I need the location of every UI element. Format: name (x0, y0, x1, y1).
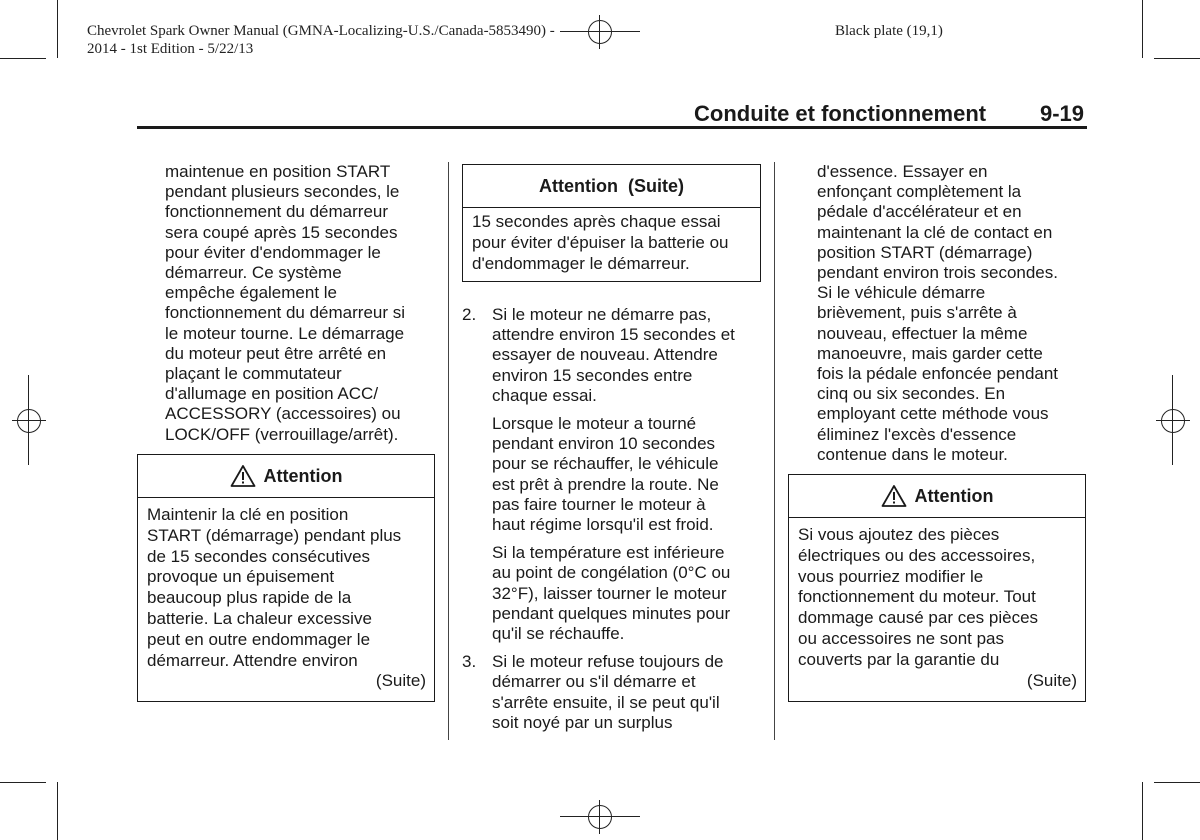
text-line: Lorsque le moteur a tourné (492, 414, 697, 434)
text-line: ACCESSORY (accessoires) ou (165, 404, 401, 424)
text-line: ou accessoires ne sont pas (798, 628, 1005, 648)
column-3-paragraph (817, 162, 1085, 465)
numbered-steps (462, 305, 762, 733)
text-line: position START (démarrage) (817, 242, 1033, 262)
text-line: nouveau, effectuer la même (817, 323, 1028, 343)
text-line: pour éviter d'épuiser la batterie ou (472, 232, 729, 252)
step-number: 2. (462, 305, 477, 324)
text-line: contenue dans le moteur. (817, 444, 1008, 464)
text-line: sera coupé après 15 secondes (165, 222, 398, 242)
crop-mark (57, 782, 58, 840)
text-line: du moteur peut être arrêté en (165, 343, 387, 363)
text-line: START (démarrage) pendant plus (147, 525, 402, 545)
print-metadata-line1: Chevrolet Spark Owner Manual (GMNA-Localizing-U.S./Canada-5853490) - (87, 23, 555, 39)
text-line: éliminez l'excès d'essence (817, 424, 1017, 444)
registration-mark-icon (12, 404, 46, 438)
attention-notice-box (137, 454, 435, 702)
notice-heading (789, 475, 1085, 518)
page-number: 9-19 (1040, 101, 1085, 126)
text-line: démarreur. Ce système (165, 263, 342, 283)
crop-mark (1154, 782, 1200, 783)
text-line: 15 secondes après chaque essai (472, 212, 721, 231)
text-line: au point de congélation (0°C ou (492, 563, 731, 583)
text-line: d'essence. Essayer en (817, 162, 988, 181)
text-line: maintenue en position START (165, 162, 391, 181)
text-line: peut en outre endommager le (147, 629, 371, 649)
continued-label: (Suite) (375, 671, 426, 691)
text-line: pendant environ 10 secondes (492, 434, 716, 454)
text-line: batterie. La chaleur excessive (147, 608, 372, 628)
notice-heading-label: Attention (263, 465, 343, 486)
text-line: 32°F), laisser tourner le moteur (492, 583, 727, 603)
text-line: fois la pédale enfoncée pendant (817, 364, 1059, 384)
text-line: Si le moteur ne démarre pas, (492, 305, 712, 324)
text-line: provoque un épuisement (147, 567, 335, 587)
text-line: démarrer ou s'il démarre et (492, 672, 696, 692)
text-line: Si la température est inférieure (492, 543, 725, 563)
text-line: de 15 secondes consécutives (147, 546, 371, 566)
notice-heading-label: Attention (914, 485, 994, 506)
text-line: Maintenir la clé en position (147, 505, 349, 524)
crop-mark (560, 31, 640, 32)
notice-body (138, 498, 434, 698)
crop-mark (1154, 58, 1200, 59)
crop-mark (57, 0, 58, 58)
text-line: empêche également le (165, 283, 338, 303)
notice-body (789, 518, 1085, 697)
text-line: essayer de nouveau. Attendre (492, 345, 718, 365)
registration-mark-icon (1156, 404, 1190, 438)
step-item (462, 305, 762, 406)
plate-label: Black plate (19,1) (835, 23, 943, 39)
crop-mark (1172, 375, 1173, 465)
warning-triangle-icon (230, 464, 256, 488)
text-line: maintenant la clé de contact en (817, 222, 1053, 242)
step-number: 3. (462, 652, 477, 672)
text-line: haut régime lorsqu'il est froid. (492, 515, 714, 535)
text-line: brièvement, puis s'arrête à (817, 303, 1017, 323)
warning-triangle-icon (881, 484, 907, 508)
text-line: pas faire tourner le moteur à (492, 494, 706, 514)
text-line: plaçant le commutateur (165, 364, 342, 384)
text-line: pendant quelques minutes pour (492, 603, 731, 623)
print-metadata-line2: 2014 - 1st Edition - 5/22/13 (87, 41, 254, 57)
print-metadata (87, 22, 555, 58)
text-line: cinq ou six secondes. En (817, 384, 1006, 404)
crop-mark (0, 58, 46, 59)
crop-mark (1142, 0, 1143, 58)
text-line: pendant environ trois secondes. (817, 263, 1058, 283)
text-line: chaque essai. (492, 385, 597, 405)
text-line: électriques ou des accessoires, (798, 545, 1036, 565)
step-item (462, 652, 762, 733)
text-line: fonctionnement du moteur. Tout (798, 587, 1036, 607)
text-line: dommage causé par ces pièces (798, 608, 1039, 628)
text-line: Si le véhicule démarre (817, 283, 986, 303)
column-1-paragraph (165, 162, 430, 445)
text-line: attendre environ 15 secondes et (492, 325, 735, 345)
step-subparagraph (492, 543, 762, 644)
notice-heading (463, 165, 760, 208)
attention-continued-box (462, 164, 761, 282)
column-divider (448, 162, 449, 740)
text-line: fonctionnement du démarreur (165, 202, 389, 222)
crop-mark (0, 782, 46, 783)
notice-body (463, 208, 760, 280)
registration-mark-icon (583, 800, 617, 834)
section-title: Conduite et fonctionnement (694, 101, 987, 126)
column-divider (774, 162, 775, 740)
text-line: couverts par la garantie du (798, 649, 1000, 669)
text-line: pédale d'accélérateur et en (817, 202, 1022, 222)
text-line: enfonçant complètement la (817, 182, 1022, 202)
text-line: pendant plusieurs secondes, le (165, 182, 400, 202)
text-line: vous pourriez modifier le (798, 566, 984, 586)
attention-notice-box (788, 474, 1086, 702)
header-rule (137, 126, 1087, 129)
text-line: d'allumage en position ACC/ (165, 384, 379, 404)
crop-mark (28, 375, 29, 465)
text-line: pour éviter d'endommager le (165, 242, 381, 262)
text-line: est prêt à prendre la route. Ne (492, 474, 719, 494)
text-line: démarreur. Attendre environ (147, 650, 358, 670)
text-line: Si le moteur refuse toujours de (492, 652, 724, 672)
text-line: soit noyé par un surplus (492, 712, 673, 732)
text-line: environ 15 secondes entre (492, 365, 693, 385)
text-line: manoeuvre, mais garder cette (817, 343, 1043, 363)
step-text (492, 305, 762, 406)
text-line: fonctionnement du démarreur si (165, 303, 406, 323)
text-line: s'arrête ensuite, il se peut qu'il (492, 692, 720, 712)
text-line: employant cette méthode vous (817, 404, 1049, 424)
step-text (492, 652, 762, 733)
notice-heading (138, 455, 434, 498)
text-line: LOCK/OFF (verrouillage/arrêt). (165, 424, 399, 444)
notice-heading-label: Attention (Suite) (539, 175, 684, 196)
step-subparagraph (492, 414, 762, 535)
text-line: qu'il se réchauffe. (492, 624, 625, 644)
text-line: pour se réchauffer, le véhicule (492, 454, 719, 474)
text-line: beaucoup plus rapide de la (147, 588, 352, 608)
text-line: d'endommager le démarreur. (472, 253, 690, 273)
text-line: Si vous ajoutez des pièces (798, 525, 1000, 544)
registration-mark-icon (583, 15, 617, 49)
crop-mark (560, 816, 640, 817)
text-line: le moteur tourne. Le démarrage (165, 323, 405, 343)
crop-mark (1142, 782, 1143, 840)
continued-label: (Suite) (1026, 670, 1077, 690)
